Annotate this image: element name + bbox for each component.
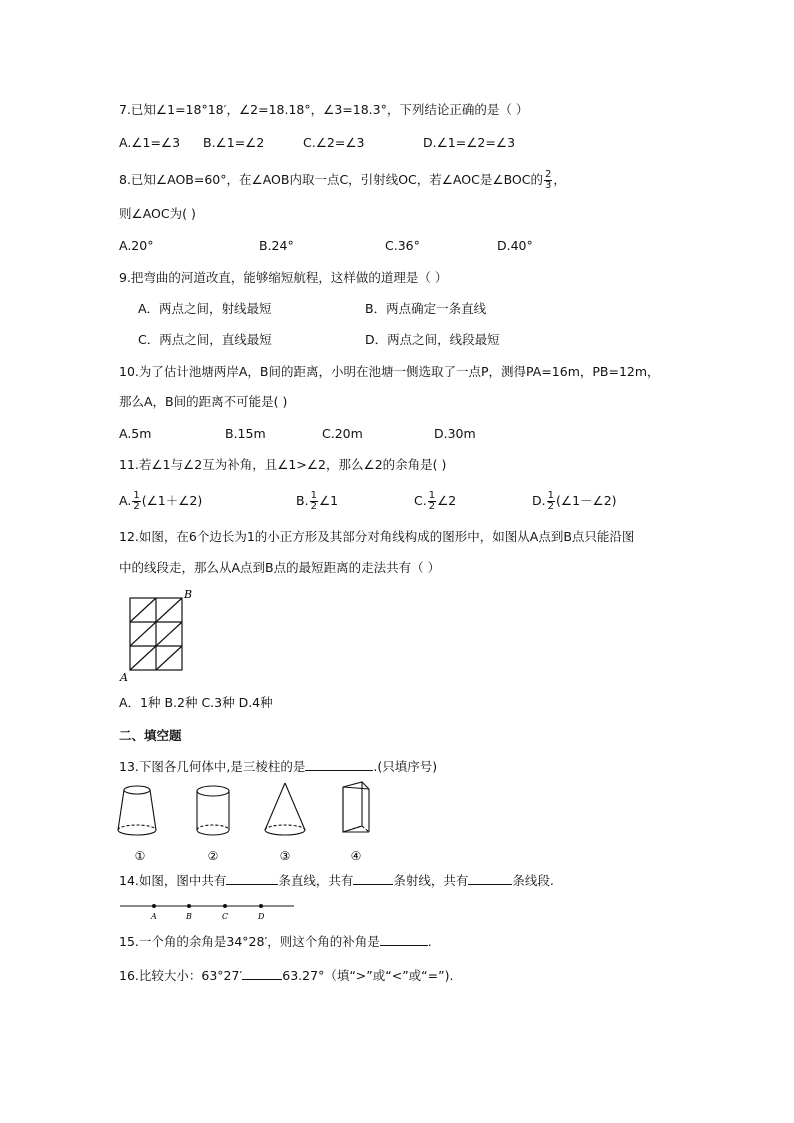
q14-blank-rays[interactable] <box>353 872 393 885</box>
q10-option-d: D.30m <box>434 426 476 441</box>
q10-stem: 10.为了估计池塘两岸A，B间的距离，小明在池塘一侧选取了一点P，测得PA=16m，PB=12m， <box>119 364 660 379</box>
q11-d-rest: (∠1－∠2) <box>555 493 617 508</box>
q11-d-num: 1 <box>547 490 554 501</box>
q14-text-2: 条直线，共有 <box>278 873 354 888</box>
q11-c-rest: ∠2 <box>437 493 457 508</box>
q11-a-fraction <box>132 491 140 512</box>
q16-stem-text: 16.比较大小：63°27′ <box>119 968 243 983</box>
q13-stem <box>119 758 437 776</box>
q11-a-prefix: A. <box>119 493 132 508</box>
section-heading: 二、填空题 <box>119 728 182 743</box>
point-a-label: A <box>120 671 128 684</box>
q11-b-num: 1 <box>310 490 317 501</box>
q7-option-d: D.∠1=∠2=∠3 <box>423 135 516 150</box>
q14-text-1: 14.如图，图中共有 <box>119 873 227 888</box>
q11-a-rest: (∠1＋∠2) <box>141 493 203 508</box>
point-b-label: B <box>186 912 192 921</box>
frustum-shape <box>118 786 156 835</box>
q14-line-figure <box>118 898 298 922</box>
q8-option-b: B.24° <box>259 238 294 253</box>
q8-frac-num: 2 <box>545 169 552 180</box>
q15-answer-blank[interactable] <box>380 933 428 946</box>
grid-diagonal <box>156 646 182 670</box>
q11-b-fraction <box>310 491 318 512</box>
q16-stem <box>119 967 453 985</box>
q11-a-num: 1 <box>133 490 140 501</box>
q8-stem-text: 8.已知∠AOB=60°，在∠AOB内取一点C，引射线OC，若∠AOC是∠BOC的 <box>119 172 543 187</box>
point-a-label: A <box>151 912 157 921</box>
q9-option-a: A．两点之间，射线最短 <box>138 301 272 316</box>
q10-option-a: A.5m <box>119 426 152 441</box>
cone-shape <box>265 783 305 835</box>
grid-diagonal <box>130 646 156 670</box>
q14-blank-segments[interactable] <box>468 872 512 885</box>
q9-option-b: B．两点确定一条直线 <box>365 301 487 316</box>
q10-stem-line2: 那么A，B间的距离不可能是( ) <box>119 394 288 409</box>
q8-option-d: D.40° <box>497 238 533 253</box>
q13-answer-blank[interactable] <box>305 758 373 771</box>
q14-blank-lines[interactable] <box>226 872 278 885</box>
q11-d-den: 2 <box>547 501 554 512</box>
q8-fraction <box>544 170 552 191</box>
q11-d-fraction <box>547 491 555 512</box>
q8-frac-den: 3 <box>545 180 552 191</box>
q14-text-4: 条线段. <box>512 873 554 888</box>
q14-stem <box>119 872 554 890</box>
q7-option-a: A.∠1=∠3 <box>119 135 181 150</box>
q15-stem <box>119 933 432 951</box>
q12-stem: 12.如图，在6个边长为1的小正方形及其部分对角线构成的图形中，如图从A点到B点只能沿图 <box>119 529 635 544</box>
point-a <box>152 904 156 908</box>
q9-option-d: D．两点之间，线段最短 <box>365 332 500 347</box>
q16-answer-blank[interactable] <box>242 967 282 980</box>
q11-option-c <box>414 491 456 512</box>
point-b-label: B <box>184 588 193 601</box>
q8-stem-end: ， <box>553 172 566 187</box>
q11-c-num: 1 <box>428 490 436 501</box>
q8-stem-line2: 则∠AOC为( ) <box>119 206 196 221</box>
q7-option-c: C.∠2=∠3 <box>303 135 365 150</box>
q8-option-a: A.20° <box>119 238 154 253</box>
q11-c-den: 2 <box>428 501 436 512</box>
q11-b-prefix: B. <box>296 493 309 508</box>
q11-stem: 11.若∠1与∠2互为补角，且∠1>∠2，那么∠2的余角是( ) <box>119 457 447 472</box>
triangular-prism-shape <box>343 782 369 832</box>
q11-d-prefix: D. <box>532 493 546 508</box>
q11-a-den: 2 <box>133 501 140 512</box>
q14-text-3: 条射线，共有 <box>393 873 469 888</box>
q13-stem-text: 13.下图各几何体中,是三棱柱的是 <box>119 759 306 774</box>
q11-option-a <box>119 491 202 512</box>
q12-options: A．1种 B.2种 C.3种 D.4种 <box>119 695 273 710</box>
q9-stem: 9.把弯曲的河道改直，能够缩短航程，这样做的道理是（ ） <box>119 270 448 285</box>
q13-solids-figure <box>112 780 382 865</box>
q11-b-den: 2 <box>310 501 317 512</box>
grid-diagonal <box>130 622 156 646</box>
solid-label-2: ② <box>207 849 219 863</box>
q13-stem-end: .(只填序号) <box>373 759 438 774</box>
q15-stem-text: 15.一个角的余角是34°28′，则这个角的补角是 <box>119 934 380 949</box>
q11-c-fraction <box>428 491 436 512</box>
q15-stem-end: . <box>427 934 432 949</box>
point-c <box>223 904 227 908</box>
point-b <box>187 904 191 908</box>
q16-stem-end: 63.27°（填“>”或“<”或“=”). <box>282 968 454 983</box>
q11-c-prefix: C. <box>414 493 427 508</box>
q8-stem <box>119 170 566 191</box>
q11-option-d <box>532 491 617 512</box>
grid-diagonal <box>156 598 182 622</box>
q7-option-b: B.∠1=∠2 <box>203 135 265 150</box>
grid-lines <box>130 598 182 670</box>
point-d-label: D <box>258 912 265 921</box>
q11-b-rest: ∠1 <box>318 493 339 508</box>
q10-option-c: C.20m <box>322 426 363 441</box>
q8-option-c: C.36° <box>385 238 420 253</box>
q11-option-b <box>296 491 338 512</box>
point-d <box>259 904 263 908</box>
point-c-label: C <box>222 912 229 921</box>
solid-label-1: ① <box>134 849 146 863</box>
grid-diagonal <box>156 622 182 646</box>
grid-diagonal <box>130 598 156 622</box>
cylinder-shape <box>197 786 229 835</box>
q10-option-b: B.15m <box>225 426 266 441</box>
solid-label-3: ③ <box>279 849 291 863</box>
q9-option-c: C．两点之间，直线最短 <box>138 332 272 347</box>
q12-stem-line2: 中的线段走，那么从A点到B点的最短距离的走法共有（ ） <box>119 560 441 575</box>
q12-grid-figure <box>118 586 198 686</box>
q7-stem: 7.已知∠1=18°18′，∠2=18.18°，∠3=18.3°，下列结论正确的是（ ） <box>119 102 529 117</box>
solid-label-4: ④ <box>350 849 362 863</box>
